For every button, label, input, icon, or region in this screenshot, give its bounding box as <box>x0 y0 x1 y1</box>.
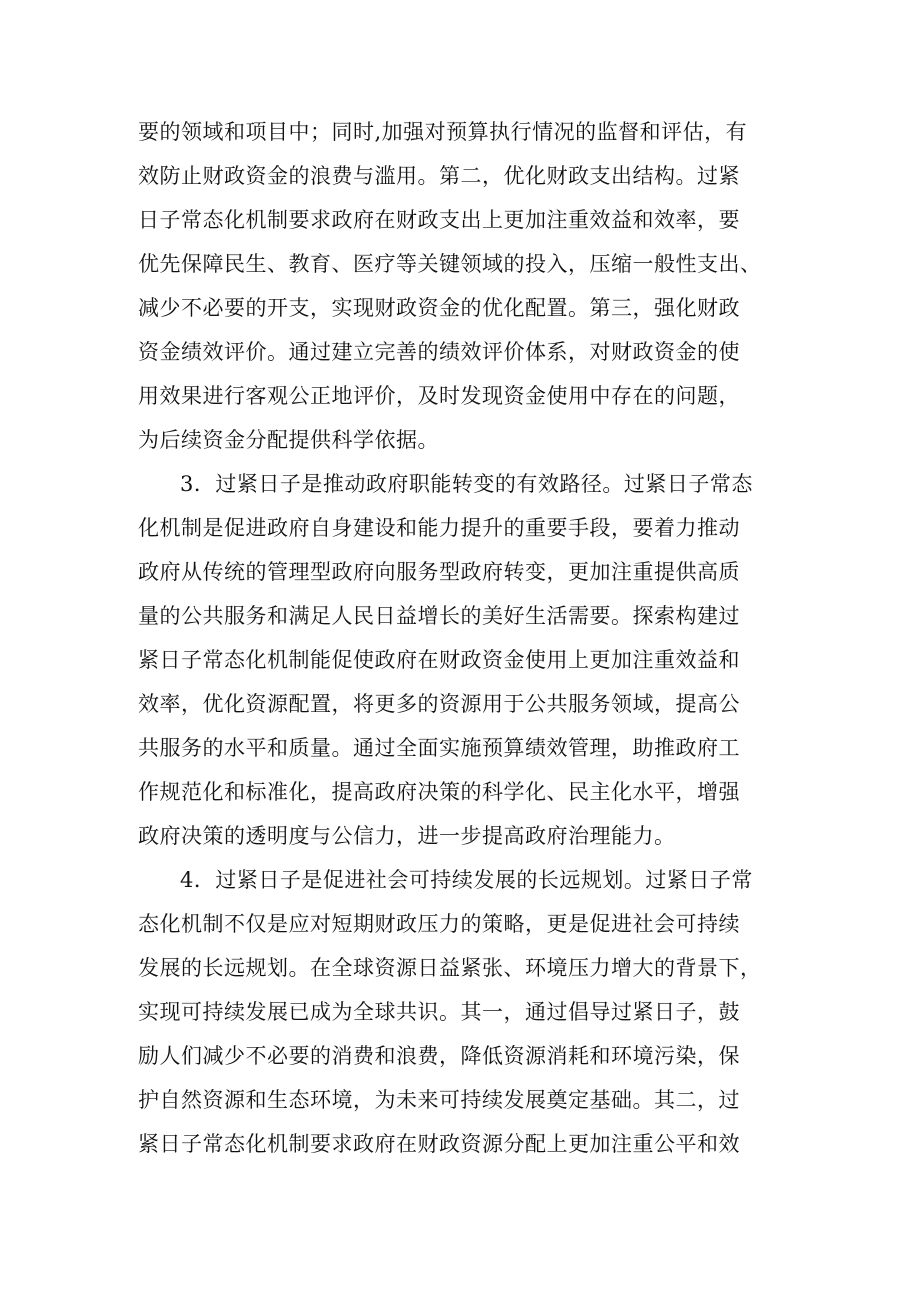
text-line: 为后续资金分配提供科学依据。 <box>138 428 439 452</box>
text-line: 护自然资源和生态环境，为未来可持续发展奠定基础。其二，过 <box>138 1088 740 1112</box>
text-line: 效率，优化资源配置，将更多的资源用于公共服务领域，提高公 <box>138 692 740 716</box>
body-text <box>138 110 790 1166</box>
text-line: 要的领域和项目中；同时,加强对预算执行情况的监督和评估，有 <box>138 120 748 144</box>
text-line: 减少不必要的开支，实现财政资金的优化配置。第三，强化财政 <box>138 296 740 320</box>
text-line: 优先保障民生、教育、医疗等关键领域的投入，压缩一般性支出、 <box>138 252 762 276</box>
paragraph-4-first-line: 4．过紧日子是促进社会可持续发展的长远规划。过紧日子常 <box>180 868 753 892</box>
text-line: 量的公共服务和满足人民日益增长的美好生活需要。探索构建过 <box>138 604 740 628</box>
text-line: 紧日子常态化机制能促使政府在财政资金使用上更加注重效益和 <box>138 648 740 672</box>
text-line: 资金绩效评价。通过建立完善的绩效评价体系，对财政资金的使 <box>138 340 740 364</box>
text-line: 态化机制不仅是应对短期财政压力的策略，更是促进社会可持续 <box>138 912 740 936</box>
text-line: 作规范化和标准化，提高政府决策的科学化、民主化水平，增强 <box>138 780 740 804</box>
text-line: 政府从传统的管理型政府向服务型政府转变，更加注重提供高质 <box>138 560 740 584</box>
text-line: 效防止财政资金的浪费与滥用。第二，优化财政支出结构。过紧 <box>138 164 740 188</box>
text-line: 用效果进行客观公正地评价，及时发现资金使用中存在的问题， <box>138 384 740 408</box>
text-line: 紧日子常态化机制要求政府在财政资源分配上更加注重公平和效 <box>138 1132 740 1156</box>
text-line: 日子常态化机制要求政府在财政支出上更加注重效益和效率，要 <box>138 208 740 232</box>
text-line: 实现可持续发展已成为全球共识。其一，通过倡导过紧日子，鼓 <box>138 1000 740 1024</box>
text-line: 政府决策的透明度与公信力，进一步提高政府治理能力。 <box>138 824 676 848</box>
paragraph-3-first-line: 3．过紧日子是推动政府职能转变的有效路径。过紧日子常态 <box>180 472 753 496</box>
text-line: 发展的长远规划。在全球资源日益紧张、环境压力增大的背景下， <box>138 956 762 980</box>
text-line: 励人们减少不必要的消费和浪费，降低资源消耗和环境污染，保 <box>138 1044 740 1068</box>
text-line: 共服务的水平和质量。通过全面实施预算绩效管理，助推政府工 <box>138 736 740 760</box>
text-line: 化机制是促进政府自身建设和能力提升的重要手段，要着力推动 <box>138 516 740 540</box>
